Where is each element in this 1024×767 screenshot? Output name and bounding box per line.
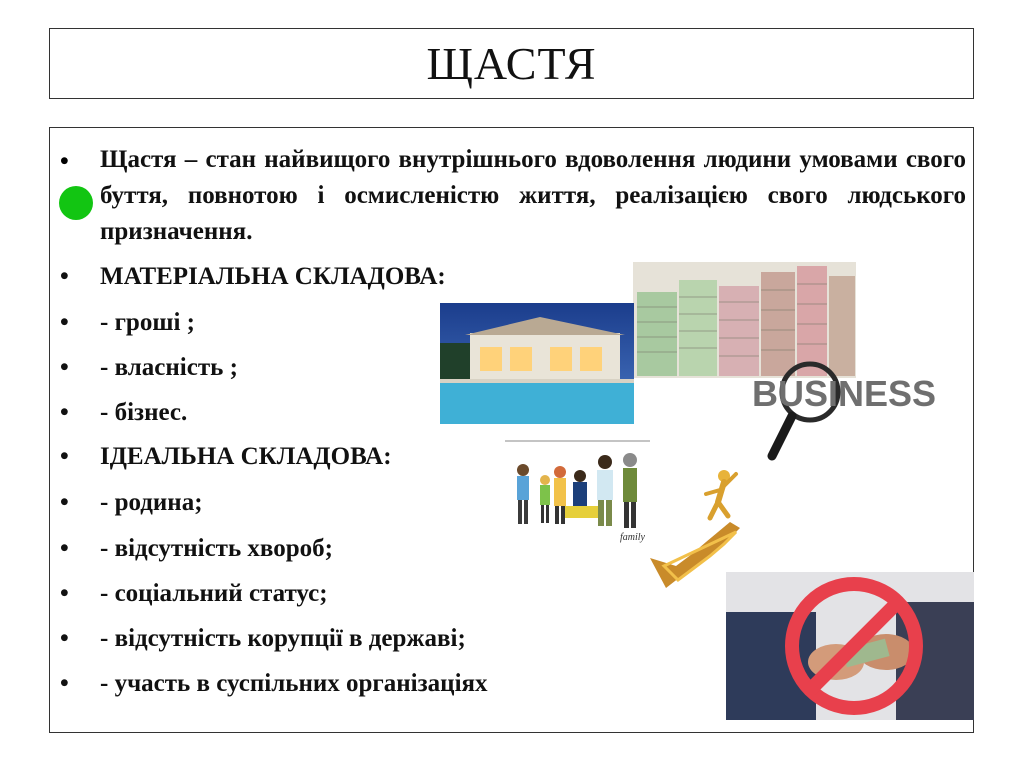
list-item-text: - соціальний статус; <box>100 580 328 607</box>
title-box <box>49 28 974 99</box>
bullet-icon: • <box>60 535 69 562</box>
business-image <box>744 352 944 462</box>
list-item-text: - відсутність хвороб; <box>100 535 333 562</box>
list-item-text: МАТЕРІАЛЬНА СКЛАДОВА: <box>100 263 446 290</box>
list-item-text: - участь в суспільних організаціях <box>100 670 488 697</box>
business-text: BUSINESS <box>752 373 937 414</box>
bullet-icon: • <box>60 443 69 470</box>
family-text: family <box>620 532 645 543</box>
anti-corruption-image <box>726 572 974 720</box>
bullet-icon: • <box>60 148 69 175</box>
list-item-text: - бізнес. <box>100 399 188 426</box>
bullet-icon: • <box>60 670 69 697</box>
bullet-icon: • <box>60 399 69 426</box>
house-pool-image <box>440 303 634 424</box>
bullet-icon: • <box>60 580 69 607</box>
bullet-icon: • <box>60 263 69 290</box>
list-item-text: - гроші ; <box>100 309 195 336</box>
bullet-icon: • <box>60 309 69 336</box>
bullet-icon: • <box>60 489 69 516</box>
bullet-icon: • <box>60 354 69 381</box>
family-image <box>505 440 650 548</box>
list-item-text: - власність ; <box>100 354 238 381</box>
list-item-text: - відсутність корупції в державі; <box>100 625 466 652</box>
definition-text: Щастя – стан найвищого внутрішнього вдоволення людини умовами свого буття, повнотою і осмисленістю життя, реалізацією свого людського призначення. <box>100 146 966 245</box>
bullet-icon: • <box>60 625 69 652</box>
page-title: ЩАСТЯ <box>426 38 597 89</box>
list-item-text: - родина; <box>100 489 203 516</box>
list-item-text: ІДЕАЛЬНА СКЛАДОВА: <box>100 443 392 470</box>
